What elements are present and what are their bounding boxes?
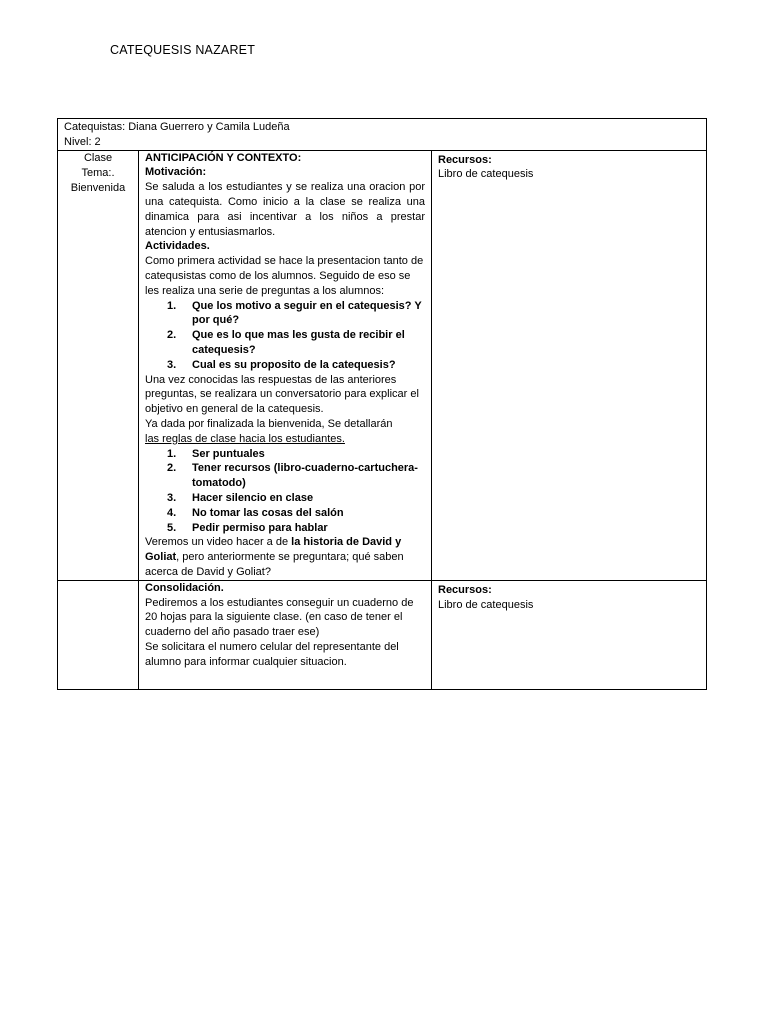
tema-line: Tema:. <box>81 166 115 179</box>
celular-text: Se solicitara el numero celular del representante del alumno para informar cualquier situacion. <box>145 640 399 668</box>
document-title: CATEQUESIS NAZARET <box>110 43 256 57</box>
lesson-plan-table <box>57 118 707 690</box>
consolidacion-cell <box>139 580 432 690</box>
bienvenida-text: Ya dada por finalizada la bienvenida, Se detallarán <box>145 417 393 430</box>
list-item: 1. Que los motivo a seguir en el catequesis? Y por qué? <box>167 299 422 327</box>
bienvenida-line: Bienvenida <box>70 181 126 194</box>
recursos-label: Recursos: <box>438 583 492 596</box>
recursos-value: Libro de catequesis <box>438 598 534 611</box>
clase-line: Clase <box>83 151 113 164</box>
content-cell <box>139 150 432 580</box>
lesson-row-1 <box>58 150 707 580</box>
nivel-line: Nivel: 2 <box>64 135 101 148</box>
preguntas-list <box>145 299 425 373</box>
reglas-text: las reglas de clase hacia los estudiantes. <box>145 432 345 445</box>
list-item: 3. Hacer silencio en clase <box>167 491 314 504</box>
list-item: 4. No tomar las cosas del salón <box>167 506 344 519</box>
conversatorio-text: Una vez conocidas las respuestas de las anteriores preguntas, se realizara un conversatorio para explicar el objetivo en general de la catequesis. <box>145 373 419 416</box>
section-title: ANTICIPACIÓN Y CONTEXTO: <box>145 151 302 164</box>
motivacion-text: Se saluda a los estudiantes y se realiza una oracion por una catequista. Como inicio a la clase se realiza una dinamica para asi incentivar a los niños a prestar atencion y entusiasmarlos. <box>145 181 425 238</box>
recursos-cell <box>432 150 707 580</box>
motivacion-label: Motivación: <box>145 166 207 179</box>
recursos-label: Recursos: <box>438 153 492 166</box>
list-item: 1. Ser puntuales <box>167 447 265 460</box>
recursos-cell-2 <box>432 580 707 690</box>
list-item: 2. Tener recursos (libro-cuaderno-cartuchera-tomatodo) <box>167 462 418 490</box>
list-item: 2. Que es lo que mas les gusta de recibir el catequesis? <box>167 329 405 356</box>
actividades-text: Como primera actividad se hace la presentacion tanto de catequsistas como de los alumnos. Seguido de eso se les realiza una serie de preguntas a los alumnos: <box>145 255 424 297</box>
clase-cell <box>58 150 139 580</box>
consolidacion-text: Pediremos a los estudiantes conseguir un cuaderno de 20 hojas para la siguiente clase. (en caso de tener el cuaderno del año pasado traer ese) <box>145 596 414 639</box>
list-item: 3. Cual es su proposito de la catequesis? <box>167 358 396 371</box>
actividades-label: Actividades. <box>145 240 210 253</box>
video-text: Veremos un video hacer a de la historia de David y Goliat, pero anteriormente se preguntara; qué saben acerca de David y Goliat? <box>145 536 404 578</box>
header-cell <box>58 119 707 151</box>
list-item: 5. Pedir permiso para hablar <box>167 521 328 534</box>
header-row <box>58 119 707 151</box>
catequistas-line: Catequistas: Diana Guerrero y Camila Ludeña <box>64 121 290 133</box>
consolidacion-label: Consolidación. <box>145 581 224 594</box>
lesson-row-2 <box>58 580 707 690</box>
empty-cell <box>58 580 139 690</box>
reglas-list <box>145 447 425 536</box>
recursos-value: Libro de catequesis <box>438 168 534 181</box>
